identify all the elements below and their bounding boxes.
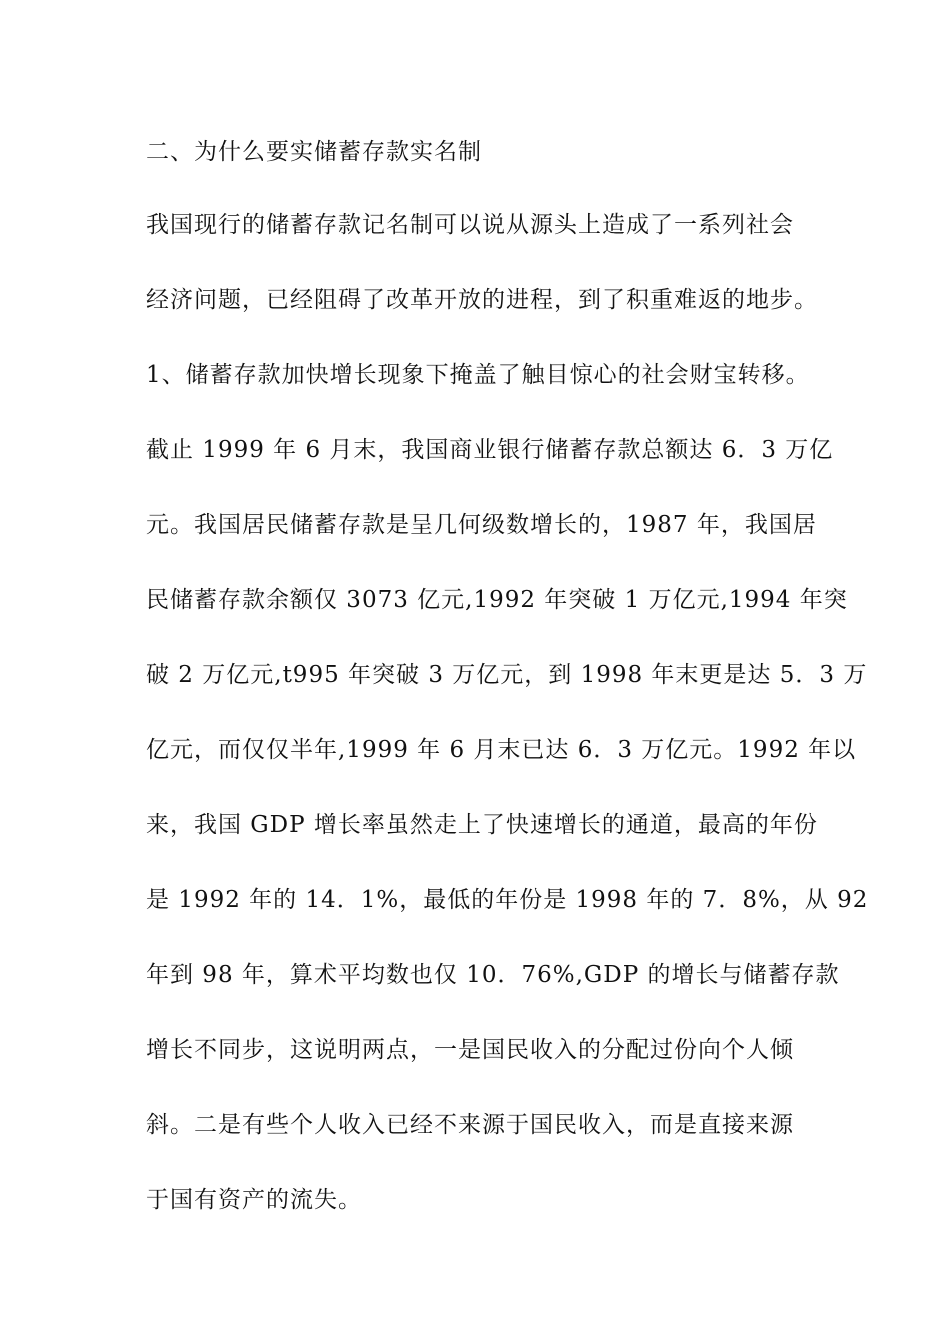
paragraph-line: 亿元，而仅仅半年,1999 年 6 月末已达 6．3 万亿元。1992 年以 xyxy=(146,737,857,763)
paragraph-line: 元。我国居民储蓄存款是呈几何级数增长的，1987 年，我国居 xyxy=(146,512,817,538)
paragraph-line: 经济问题，已经阻碍了改革开放的进程，到了积重难返的地步。 xyxy=(146,287,818,313)
paragraph-line: 来，我国 GDP 增长率虽然走上了快速增长的通道，最高的年份 xyxy=(146,812,818,838)
subheading-line: 1、储蓄存款加快增长现象下掩盖了触目惊心的社会财宝转移。 xyxy=(146,362,810,388)
paragraph-line: 破 2 万亿元,t995 年突破 3 万亿元，到 1998 年末更是达 5．3 万 xyxy=(146,662,868,688)
paragraph-line: 民储蓄存款余额仅 3073 亿元,1992 年突破 1 万亿元,1994 年突 xyxy=(146,587,848,613)
paragraph-line: 斜。二是有些个人收入已经不来源于国民收入，而是直接来源 xyxy=(146,1112,794,1138)
paragraph-line: 截止 1999 年 6 月末，我国商业银行储蓄存款总额达 6．3 万亿 xyxy=(146,437,834,463)
paragraph-line: 年到 98 年，算术平均数也仅 10．76%,GDP 的增长与储蓄存款 xyxy=(146,962,840,988)
paragraph-line: 增长不同步，这说明两点，一是国民收入的分配过份向个人倾 xyxy=(146,1037,794,1063)
section-heading: 二、为什么要实储蓄存款实名制 xyxy=(146,139,482,165)
paragraph-line: 我国现行的储蓄存款记名制可以说从源头上造成了一系列社会 xyxy=(146,212,794,238)
paragraph-line: 是 1992 年的 14．1%，最低的年份是 1998 年的 7．8%，从 92 xyxy=(146,887,869,913)
paragraph-line: 于国有资产的流失。 xyxy=(146,1187,362,1213)
